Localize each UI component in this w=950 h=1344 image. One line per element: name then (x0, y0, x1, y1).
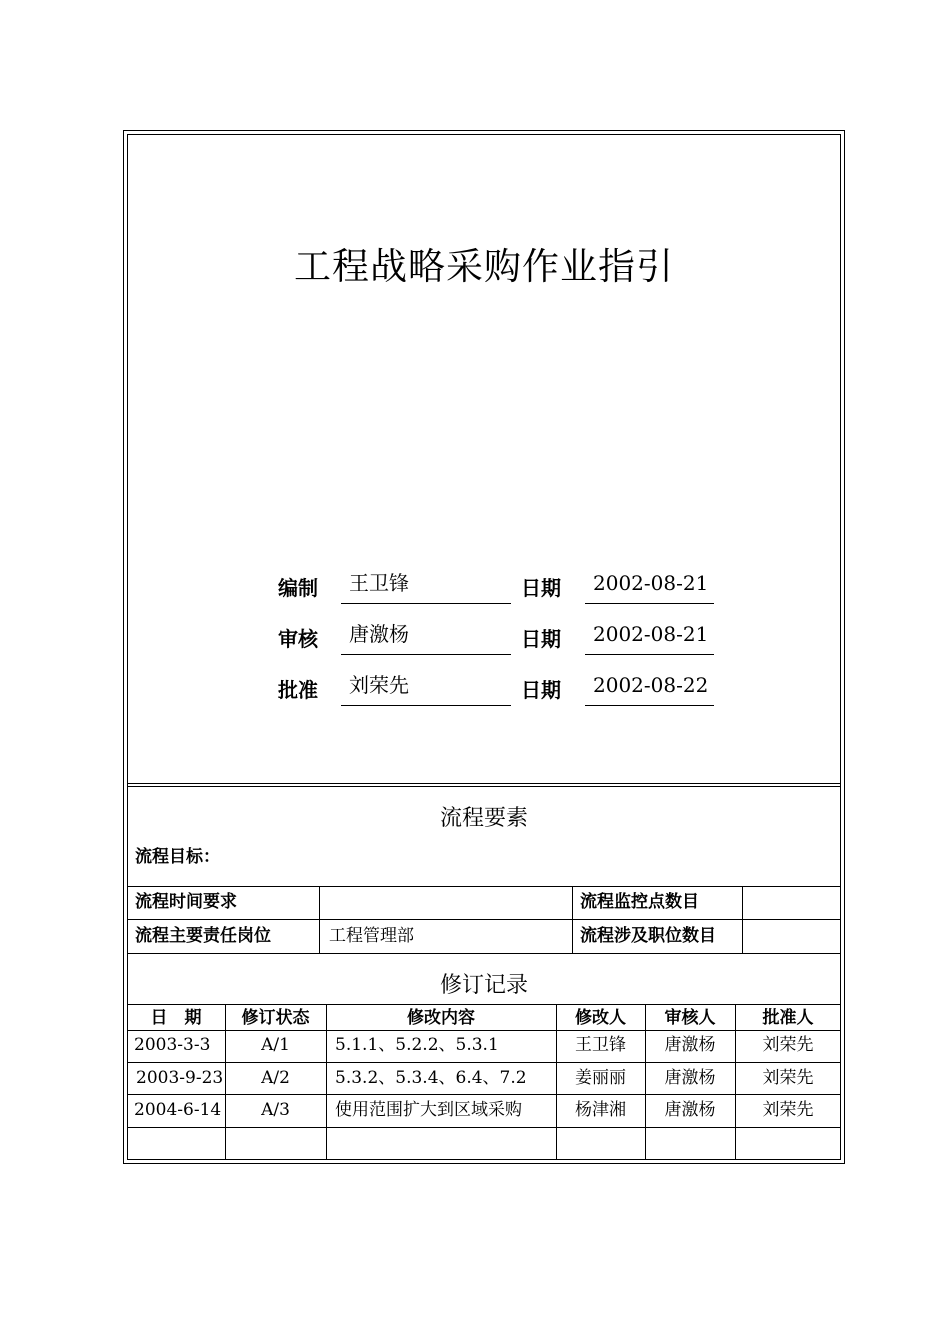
revision-approver: 刘荣先 (762, 1068, 814, 1088)
table-rule (127, 1062, 841, 1063)
section-divider (127, 783, 841, 787)
revision-date: 2003-9-23 (136, 1068, 224, 1088)
signoff-name: 王卫锋 (341, 568, 511, 604)
signoff-date: 2002-08-22 (585, 670, 714, 706)
revision-modifier: 王卫锋 (575, 1035, 626, 1055)
document-title: 工程战略采购作业指引 (294, 245, 674, 288)
revision-date: 2003-3-3 (134, 1035, 211, 1055)
signoff-label: 编制 (278, 576, 318, 600)
table-rule (127, 953, 841, 954)
owner-position-label: 流程主要责任岗位 (135, 926, 271, 946)
signoff-date-label: 日期 (521, 678, 561, 702)
revision-modifier: 杨津湘 (575, 1100, 626, 1120)
positions-count-label: 流程涉及职位数目 (580, 926, 716, 946)
table-rule (127, 1004, 841, 1005)
revision-section-title: 修订记录 (439, 973, 528, 998)
signoff-date-label: 日期 (521, 627, 561, 651)
revision-header-approver: 批准人 (762, 1008, 814, 1028)
revision-content: 5.3.2、5.3.4、6.4、7.2 (335, 1068, 527, 1088)
revision-header-content: 修改内容 (407, 1008, 475, 1028)
revision-header-modifier: 修改人 (575, 1008, 626, 1028)
process-section-title: 流程要素 (439, 806, 528, 831)
table-rule (127, 886, 841, 887)
revision-header-date: 日 期 (150, 1008, 202, 1028)
revision-header-status: 修订状态 (241, 1008, 310, 1028)
revision-status: A/3 (261, 1100, 290, 1120)
revision-modifier: 姜丽丽 (575, 1068, 626, 1088)
signoff-date: 2002-08-21 (585, 568, 714, 604)
owner-position-value: 工程管理部 (329, 926, 414, 946)
table-rule (127, 1127, 841, 1128)
signoff-label: 批准 (278, 678, 318, 702)
revision-approver: 刘荣先 (762, 1035, 814, 1055)
revision-reviewer: 唐激杨 (664, 1068, 716, 1088)
revision-status: A/1 (261, 1035, 290, 1055)
revision-approver: 刘荣先 (762, 1100, 814, 1120)
revision-date: 2004-6-14 (134, 1100, 222, 1120)
revision-content: 5.1.1、5.2.2、5.3.1 (335, 1035, 499, 1055)
table-rule (127, 1030, 841, 1031)
monitor-points-label: 流程监控点数目 (580, 892, 699, 912)
process-goal-label: 流程目标： (135, 847, 220, 867)
table-rule (127, 1094, 841, 1095)
table-rule (742, 886, 743, 953)
revision-reviewer: 唐激杨 (664, 1100, 716, 1120)
table-rule (572, 886, 573, 953)
signoff-date-label: 日期 (521, 576, 561, 600)
time-requirement-label: 流程时间要求 (135, 892, 237, 912)
revision-header-reviewer: 审核人 (664, 1008, 716, 1028)
table-rule (127, 919, 841, 920)
revision-status: A/2 (261, 1068, 290, 1088)
revision-content: 使用范围扩大到区域采购 (335, 1100, 522, 1120)
signoff-name: 唐激杨 (341, 619, 511, 655)
signoff-label: 审核 (278, 627, 318, 651)
signoff-date: 2002-08-21 (585, 619, 714, 655)
revision-reviewer: 唐激杨 (664, 1035, 716, 1055)
signoff-name: 刘荣先 (341, 670, 511, 706)
table-rule (319, 886, 320, 953)
